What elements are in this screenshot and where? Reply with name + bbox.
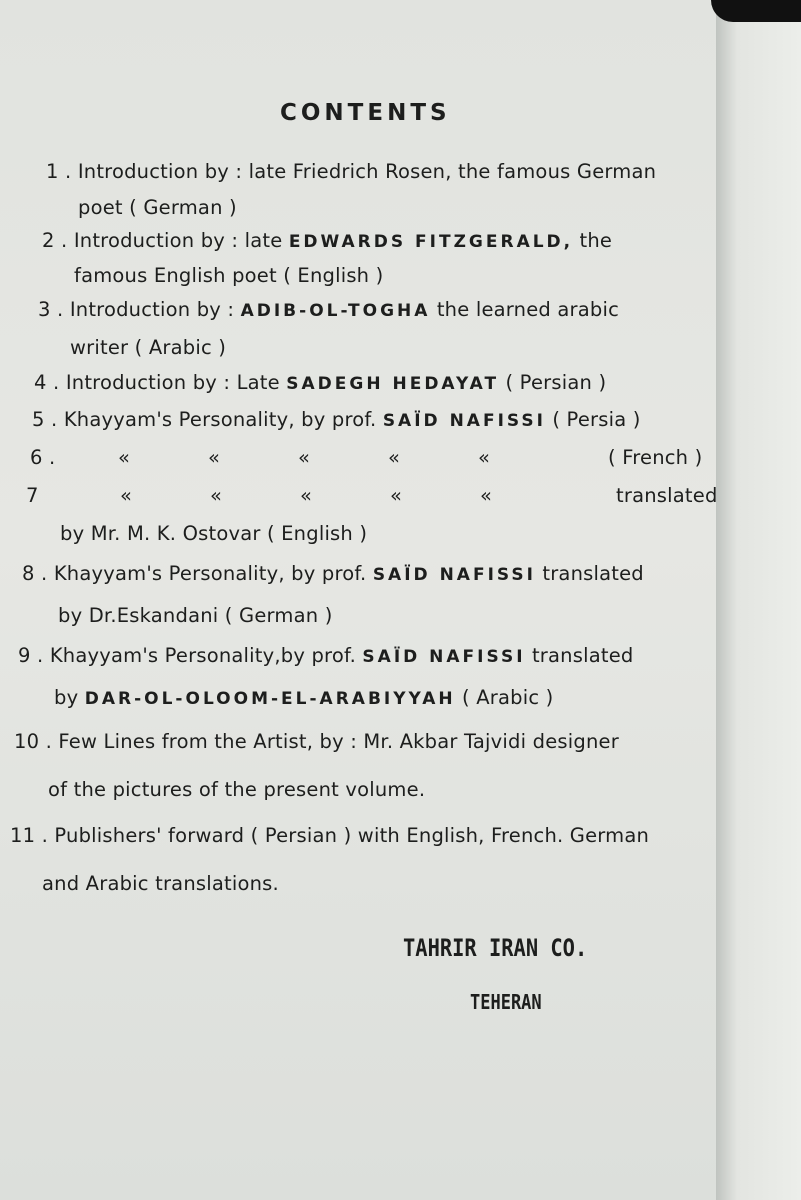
item-number: 9 . <box>18 644 44 667</box>
item-author: ADIB-OL-TOGHA <box>240 301 431 321</box>
toc-item-4 <box>34 371 606 394</box>
item-number: 5 . <box>32 408 58 431</box>
item-author: SAÏD NAFISSI <box>382 411 546 431</box>
item-text-post: ( Persia ) <box>545 408 641 431</box>
item-author: SAÏD NAFISSI <box>362 647 526 667</box>
item-text-post: ( Persian ) <box>499 371 607 394</box>
toc-item-1-cont: poet ( German ) <box>78 196 237 219</box>
toc-item-5 <box>32 408 641 431</box>
item-text: Khayyam's Personality,by prof. <box>49 644 357 667</box>
item-text: Introduction by : Late <box>65 371 280 394</box>
toc-item-8-cont: by Dr.Eskandani ( German ) <box>58 604 333 627</box>
ditto-mark: « <box>388 446 401 469</box>
ditto-mark: « <box>480 484 493 507</box>
toc-item-2 <box>42 229 612 252</box>
ditto-mark: « <box>120 484 133 507</box>
toc-item-10-cont: of the pictures of the present volume. <box>48 778 426 801</box>
item-text-post: ( Arabic ) <box>455 686 554 709</box>
item-number: 2 . <box>42 229 68 252</box>
item-text: Introduction by : late Friedrich Rosen, the famous German <box>77 160 657 183</box>
ditto-mark: « <box>298 446 311 469</box>
toc-item-9 <box>18 644 633 667</box>
book-cover-corner <box>711 0 801 22</box>
toc-item-11 <box>10 824 649 847</box>
toc-item-6 <box>30 446 702 469</box>
toc-item-7-cont: by Mr. M. K. Ostovar ( English ) <box>60 522 368 545</box>
item-text: by <box>54 686 79 709</box>
show-through-text <box>240 115 248 143</box>
item-number: 8 . <box>22 562 48 585</box>
item-author: SADEGH HEDAYAT <box>286 374 500 394</box>
item-text-post: the learned arabic <box>430 298 620 321</box>
item-author: SAÏD NAFISSI <box>372 565 536 585</box>
ditto-mark: « <box>478 446 491 469</box>
item-number: 11 . <box>10 824 49 847</box>
toc-item-3 <box>38 298 619 321</box>
ditto-mark: « <box>118 446 131 469</box>
item-author: DAR-OL-OLOOM-EL-ARABIYYAH <box>84 689 456 709</box>
item-text-post: the <box>573 229 613 252</box>
publisher-city: TEHERAN <box>470 990 542 1014</box>
item-text: Khayyam's Personality, by prof. <box>63 408 377 431</box>
item-text: Publishers' forward ( Persian ) with English, French. German <box>54 824 650 847</box>
toc-item-1 <box>46 160 656 183</box>
item-number: 4 . <box>34 371 60 394</box>
item-text-post: translated <box>535 562 644 585</box>
item-text: Introduction by : <box>69 298 235 321</box>
toc-item-11-cont: and Arabic translations. <box>42 872 279 895</box>
toc-item-9-cont <box>54 686 553 709</box>
contents-title: CONTENTS <box>280 100 451 126</box>
item-text: Few Lines from the Artist, by : Mr. Akbar Tajvidi designer <box>58 730 619 753</box>
publisher-name: TAHRIR IRAN CO. <box>403 934 588 962</box>
item-number: 7 <box>26 484 39 507</box>
toc-item-3-cont: writer ( Arabic ) <box>70 336 227 359</box>
ditto-mark: « <box>208 446 221 469</box>
item-text-post: translated <box>525 644 634 667</box>
ditto-mark: « <box>300 484 313 507</box>
item-number: 3 . <box>38 298 64 321</box>
toc-item-8 <box>22 562 644 585</box>
item-number: 1 . <box>46 160 72 183</box>
item-number: 10 . <box>14 730 53 753</box>
toc-item-2-cont: famous English poet ( English ) <box>74 264 384 287</box>
toc-item-7 <box>26 484 718 507</box>
item-text: Khayyam's Personality, by prof. <box>53 562 367 585</box>
item-text: Introduction by : late <box>73 229 283 252</box>
item-author: EDWARDS FITZGERALD, <box>288 232 574 252</box>
ditto-mark: « <box>210 484 223 507</box>
ditto-mark: « <box>390 484 403 507</box>
item-text-post: ( French ) <box>608 446 703 469</box>
toc-item-10 <box>14 730 619 753</box>
item-text-post: translated <box>616 484 718 507</box>
adjacent-page-edge <box>716 0 801 1200</box>
item-number: 6 . <box>30 446 56 469</box>
